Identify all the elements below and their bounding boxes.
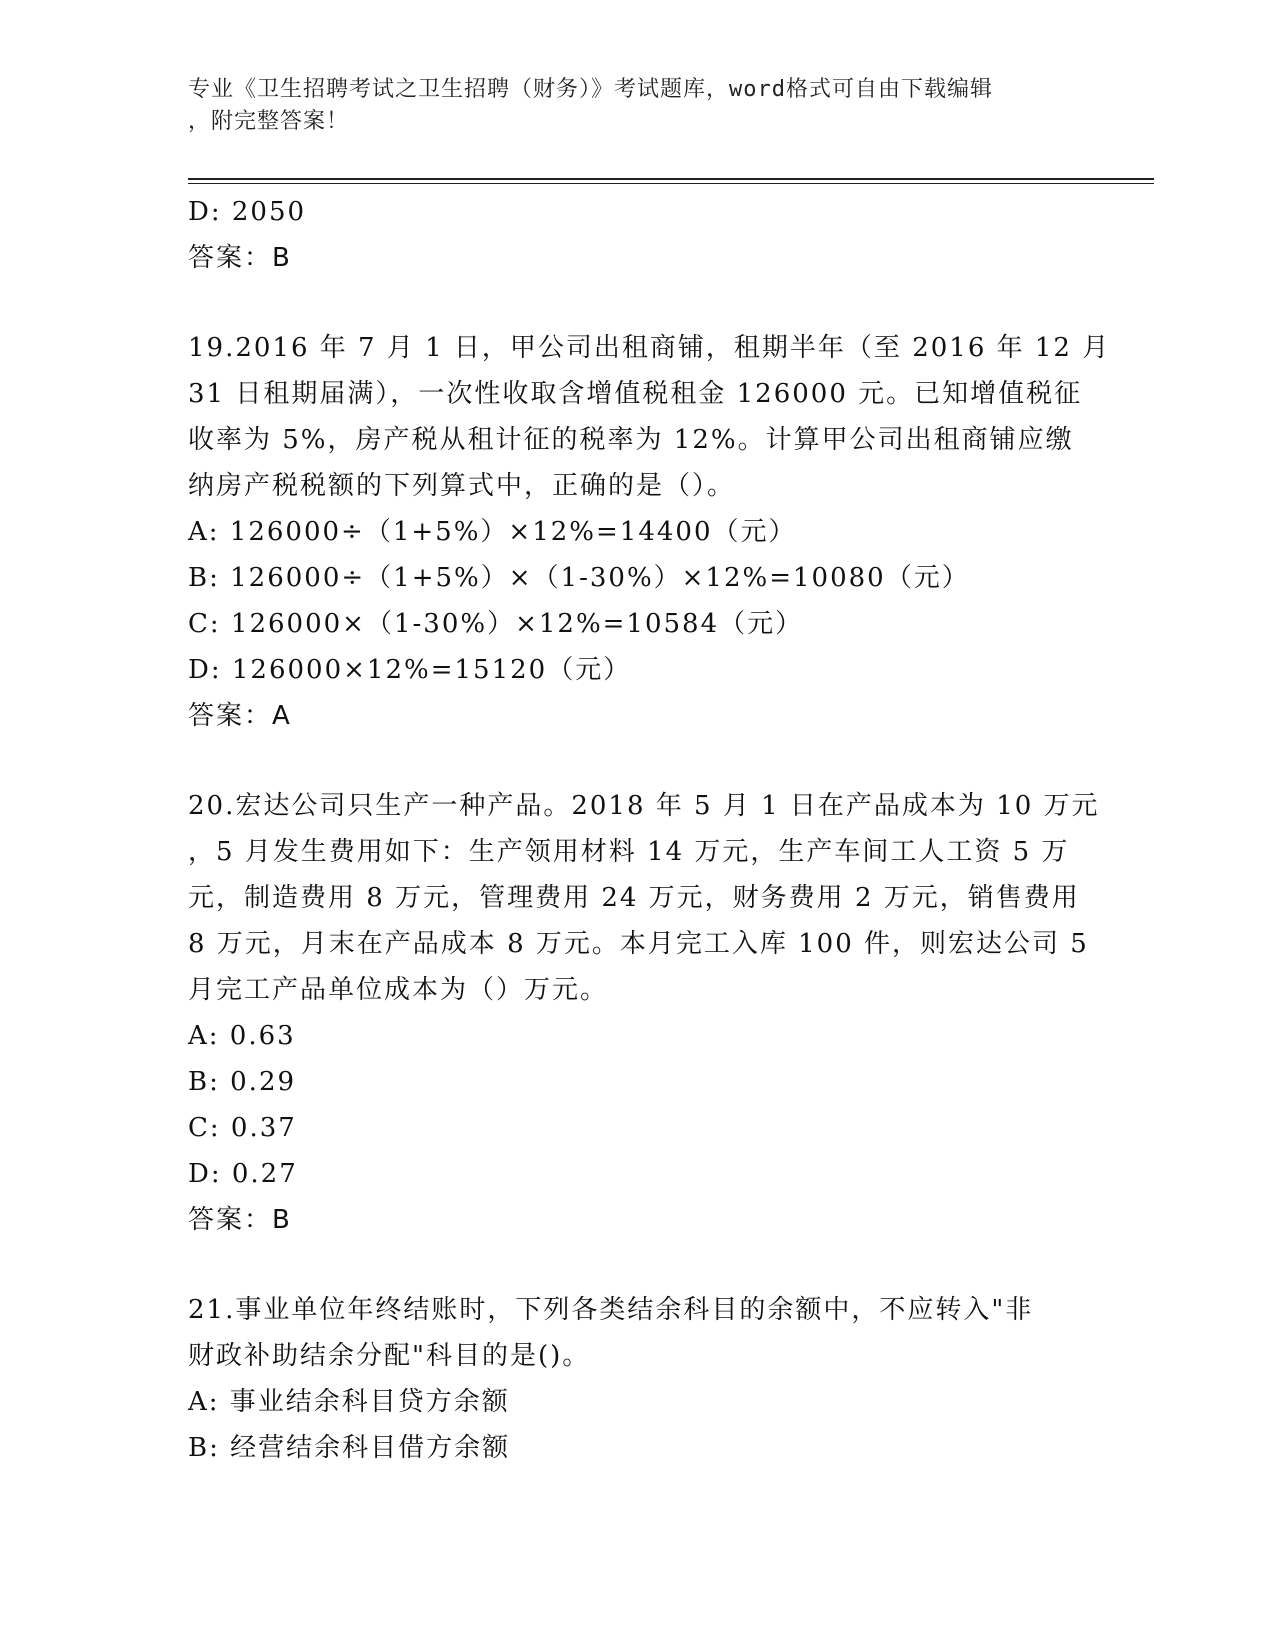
question-line: 收率为 5%，房产税从租计征的税率为 12%。计算甲公司出租商铺应缴 — [188, 425, 1074, 455]
question-18-tail — [188, 189, 1088, 281]
spacer — [188, 739, 1088, 783]
question-line: 19.2016 年 7 月 1 日，甲公司出租商铺，租期半年（至 2016 年 12 月 — [188, 333, 1111, 363]
question-line: 元，制造费用 8 万元，管理费用 24 万元，财务费用 2 万元，销售费用 — [188, 883, 1080, 913]
question-line: 财政补助结余分配"科目的是()。 — [188, 1341, 591, 1371]
header-divider-thin — [188, 183, 1154, 184]
answer: 答案：B — [188, 243, 292, 273]
question-21 — [188, 1287, 1088, 1471]
option-a: A: 事业结余科目贷方余额 — [188, 1387, 510, 1417]
question-line: 月完工产品单位成本为（）万元。 — [188, 975, 609, 1005]
page-header — [188, 74, 1068, 138]
option-b: B: 0.29 — [188, 1067, 297, 1097]
question-line: 8 万元，月末在产品成本 8 万元。本月完工入库 100 件，则宏达公司 5 — [188, 929, 1089, 959]
question-line: 纳房产税税额的下列算式中，正确的是（）。 — [188, 471, 736, 501]
question-20 — [188, 783, 1100, 1243]
question-line: ，5 月发生费用如下：生产领用材料 14 万元，生产车间工人工资 5 万 — [188, 837, 1070, 867]
spacer — [188, 281, 1088, 325]
header-line-2: ，附完整答案！ — [188, 109, 350, 134]
option-b: B: 经营结余科目借方余额 — [188, 1433, 511, 1463]
option-b: B: 126000÷（1+5%）×（1-30%）×12%=10080（元） — [188, 563, 970, 593]
answer: 答案：B — [188, 1205, 292, 1235]
question-line: 21.事业单位年终结账时，下列各类结余科目的余额中，不应转入"非 — [188, 1295, 1034, 1325]
question-text — [188, 783, 1100, 1013]
document-body — [188, 189, 1111, 1471]
header-line-1: 专业《卫生招聘考试之卫生招聘（财务）》考试题库，word格式可自由下载编辑 — [188, 77, 993, 102]
question-line: 31 日租期届满），一次性收取含增值税租金 126000 元。已知增值税征 — [188, 379, 1083, 409]
option-d: D: 0.27 — [188, 1159, 298, 1189]
question-text — [188, 325, 1111, 509]
spacer — [188, 1243, 1088, 1287]
header-divider-thick — [188, 178, 1154, 180]
option-c: C: 126000×（1-30%）×12%=10584（元） — [188, 609, 804, 639]
option-d: D: 126000×12%=15120（元） — [188, 655, 632, 685]
option-d: D: 2050 — [188, 197, 307, 227]
question-19 — [188, 325, 1111, 739]
question-line: 20.宏达公司只生产一种产品。2018 年 5 月 1 日在产品成本为 10 万元 — [188, 791, 1100, 821]
option-a: A: 0.63 — [188, 1021, 296, 1051]
option-a: A: 126000÷（1+5%）×12%=14400（元） — [188, 517, 797, 547]
question-text — [188, 1287, 1088, 1379]
option-c: C: 0.37 — [188, 1113, 297, 1143]
answer: 答案：A — [188, 701, 292, 731]
